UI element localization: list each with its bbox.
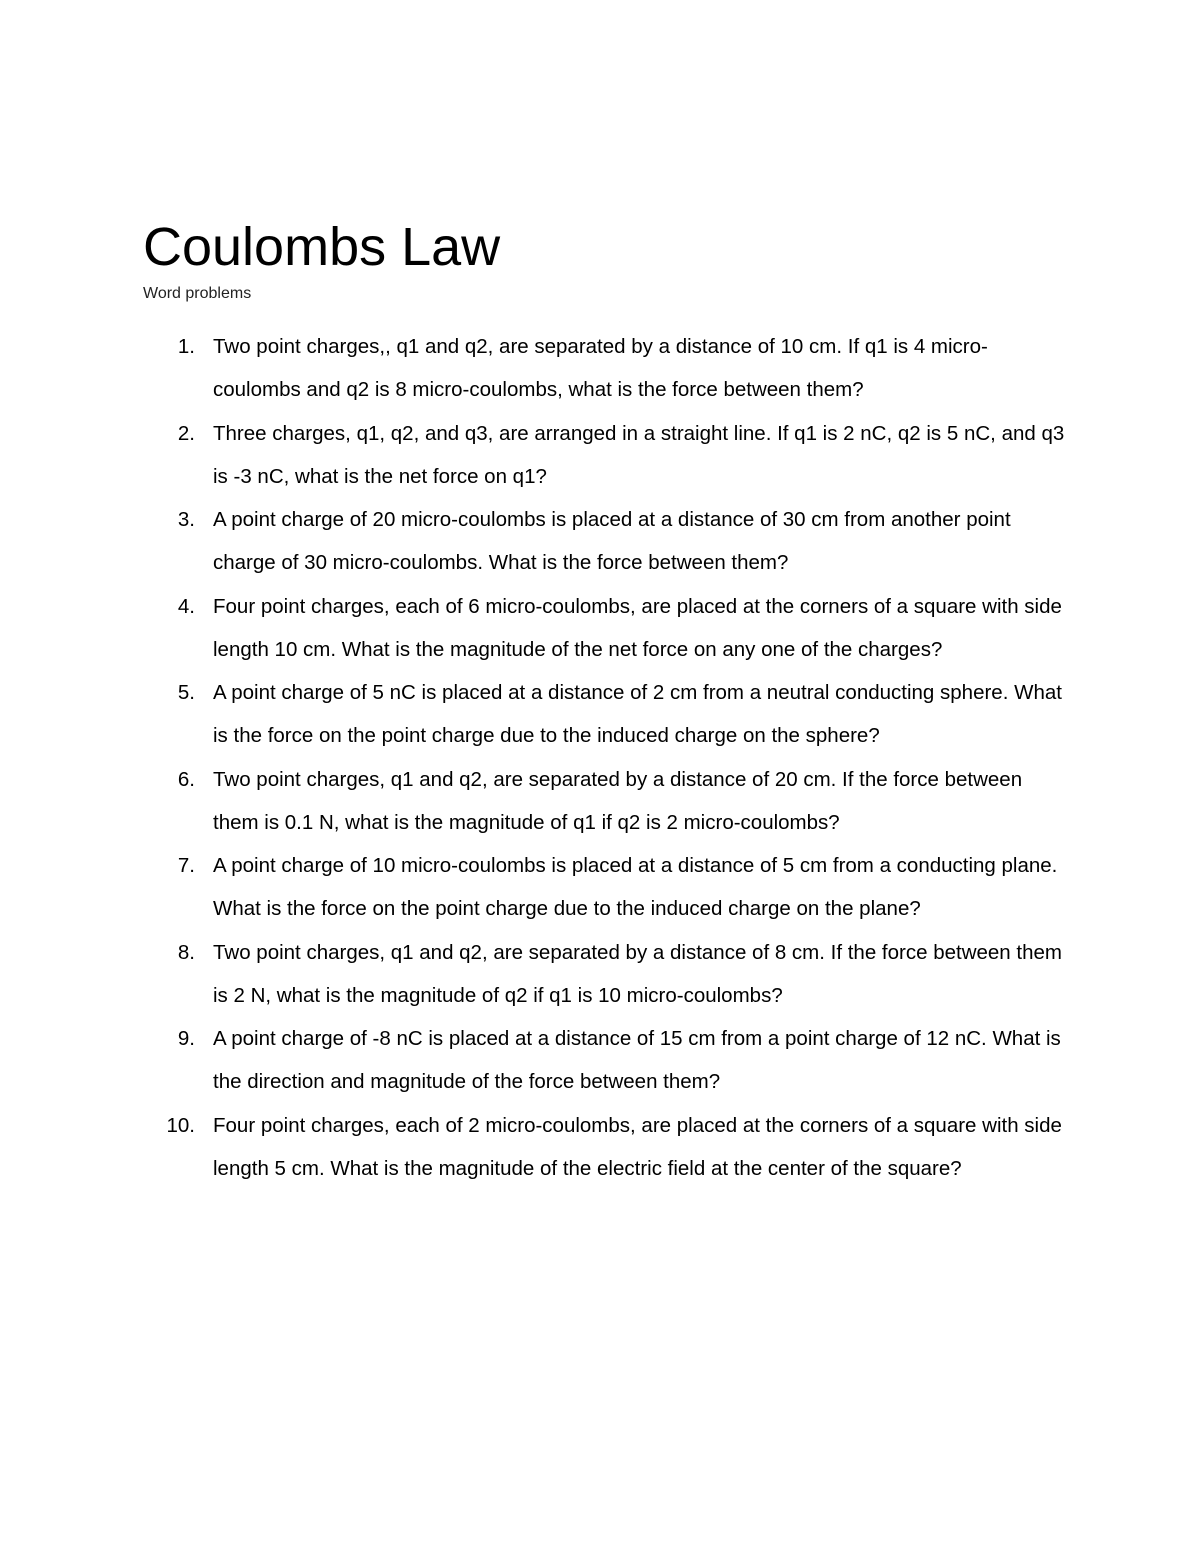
problem-item — [143, 758, 1073, 845]
problem-item — [143, 844, 1073, 931]
document-subtitle: Word problems — [143, 285, 252, 302]
problem-number: 9. — [177, 1027, 195, 1050]
problem-list — [143, 325, 1073, 1190]
problem-number: 2. — [177, 421, 195, 445]
problem-text: A point charge of -8 nC is placed at a distance of 15 cm from a point charge of 12 nC. What is the direction and magnitude of the force between them? — [213, 1027, 1061, 1093]
problem-number: 10. — [166, 1113, 195, 1137]
problem-text: A point charge of 5 nC is placed at a distance of 2 cm from a neutral conducting sphere. What is the force on the point charge due to the induced charge on the sphere? — [213, 681, 1062, 747]
problem-number: 4. — [177, 594, 195, 618]
document-title: Coulombs Law — [143, 217, 501, 277]
problem-text: Three charges, q1, q2, and q3, are arranged in a straight line. If q1 is 2 nC, q2 is 5 nC, and q3 is -3 nC, what is the net force on q1? — [213, 421, 1065, 488]
problem-item — [143, 931, 1073, 1018]
problem-item — [143, 412, 1073, 499]
problem-item — [143, 1017, 1073, 1104]
problem-item — [143, 325, 1073, 412]
problem-text: Four point charges, each of 6 micro-coulombs, are placed at the corners of a square with side length 10 cm. What is the magnitude of the net force on any one of the charges? — [213, 594, 1062, 661]
problem-number: 7. — [177, 854, 195, 877]
problem-item — [143, 585, 1073, 672]
problem-text: Two point charges, q1 and q2, are separated by a distance of 8 cm. If the force between them is 2 N, what is the magnitude of q2 if q1 is 10 micro-coulombs? — [213, 940, 1062, 1007]
problem-item — [143, 498, 1073, 585]
problem-text: Two point charges,, q1 and q2, are separated by a distance of 10 cm. If q1 is 4 micro-coulombs and q2 is 8 micro-coulombs, what is the force between them? — [213, 335, 988, 401]
problem-number: 1. — [177, 335, 195, 358]
problem-item — [143, 1104, 1073, 1191]
problem-number: 6. — [177, 767, 195, 791]
problem-number: 3. — [177, 508, 195, 531]
problem-text: Four point charges, each of 2 micro-coulombs, are placed at the corners of a square with side length 5 cm. What is the magnitude of the electric field at the center of the square? — [213, 1113, 1062, 1180]
problem-text: A point charge of 10 micro-coulombs is placed at a distance of 5 cm from a conducting plane. What is the force on the point charge due to the induced charge on the plane? — [213, 854, 1058, 920]
problem-number: 5. — [177, 681, 195, 704]
problem-text: A point charge of 20 micro-coulombs is placed at a distance of 30 cm from another point charge of 30 micro-coulombs. What is the force between them? — [213, 508, 1011, 574]
problem-text: Two point charges, q1 and q2, are separated by a distance of 20 cm. If the force between them is 0.1 N, what is the magnitude of q1 if q2 is 2 micro-coulombs? — [213, 767, 1023, 834]
problem-number: 8. — [177, 940, 195, 964]
problem-item — [143, 671, 1073, 758]
